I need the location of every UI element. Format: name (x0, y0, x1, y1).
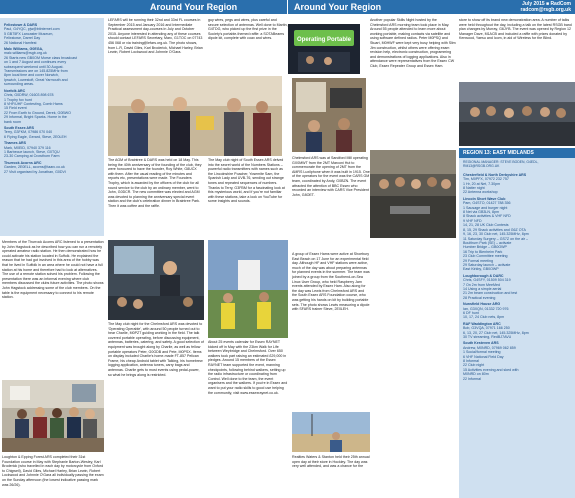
braintree-article: The AGM of Braintree & DARS was held on 18 May. This being the 40th anniversary of the founding of the club, they were honoured to have the founder, Roy White, G8UCX with them. After the usual reading of the minutes and reports etc, presentations were made. The Founders Trophy, which is awarded by the officers of the club for all round service to the club by an ordinary member, went to John, G0DCR. The new committee was elected and AGM was devoted to planning the anniversary special event station and the club's celebration dinner in Braintree Park. Then it was coffee and the raffle. (108, 158, 202, 208)
region-groups-club-detail: Ian, G3XQN, 01332 720 976 (463, 306, 509, 311)
region-club-list (459, 173, 575, 381)
store-image (459, 82, 575, 146)
operating-portable-image (288, 24, 360, 74)
region-groups-club-detail: 11 Saturday Surgery – GS7Z on the air – (463, 236, 529, 241)
thurrock-article: Members of the Thurrock Acorns ARC listened to a presentation by John Hagstock as he described how you can run a remotely operated amateur radio station. He then demonstrated how he could activate his station located in Suffolk. He explained the reason that he had got involved in this area of the hobby was that he lived in Suffolk in an area where he could not have a full station at his home and therefore had to look at alternatives. The use of a remote station solved his problem. Following the presentation there was an informal evening where club members discussed the clubs future activities. The photo shows John Hagstock addressing some of the club members. On the table is the equipment necessary to connect to his remote station. (2, 240, 104, 300)
sidebar_clubs-club-detail: 6 Flying Eagle, Gerard, Steve, 2E0LEH (4, 134, 67, 139)
skills-night-photo (370, 150, 456, 238)
sidebar_clubs-club-detail: 22 From Earth to Ground, Derek, G0BWO (4, 110, 71, 115)
region-groups-club-detail: 6 VHF National Field Day (463, 354, 504, 359)
column-5-top (459, 18, 575, 80)
region-groups-club-detail: 22 Antenna workshop (463, 190, 498, 195)
issue-date: July 2015 ■ RadCom (522, 1, 571, 7)
region-groups-club-detail: 29 Saturday launch – activate (463, 262, 511, 267)
waters-stanton-caption: Realties Waters & Stanton held their 25th annual open day at their store in Hockley. The day was very well attended, and was a chance for the (292, 455, 370, 469)
column-3-mid (208, 158, 288, 236)
sidebar_clubs-club-detail: 8 VHF/UHF Contesting, Comb Hams (4, 101, 63, 106)
region-groups-club-name: Lincoln Short Wave Club (463, 196, 506, 201)
sidebar_clubs-club-name: Thurrock Acorns ARC (4, 160, 42, 165)
sidebar_clubs-club-detail: Felixstowe, Darrel Day (4, 36, 41, 41)
region-groups-club-detail: 8, 15, 29 Shack activities and G6Z OTA (463, 227, 526, 232)
chelmsford-talk-photo (108, 240, 204, 320)
skills-night-image (370, 150, 456, 238)
numbers-stations-article: The May club night of South Essex ARS delved into the secret world of the Numbers Stations – powerful radio transmitters with names such as the Lincolnshire Poacher, Yosemite Sam, the Spanish Lady and UVB-76, sending out strange tones and repeated sequences of numbers. Thanks to Terry, G3FBM for a fascinating look at this mysterious world, and if you're not familiar with these stations, take a look on YouTube for some insights and sounds. (208, 158, 285, 204)
region-groups-club-detail: 8 Net via GB3LN, 8pm (463, 210, 499, 215)
skills-night-article: Another popular Skills Night hosted by the Chelmsford ARS morning team took place in May. Around 55 people attended to learn more about working portable, making contacts via satellite and using software defined radios. Peter M0PSQ and Stuart, M0HWF were kept very busy helping with Slim Jim construction, whilst others were offering exam revision help, electronic construction, programming and demonstrations of logging applications. Also in attendance were representatives from the Essex CW Club, Essex Repeater Group and Essex Ham. (370, 18, 456, 68)
chelmsford-gx0mwt-article: Chelmsford ARS was at Sandford Mill operating GX0MWT from the 2MT Marconi Hut to commemorate the opening of 2MT from the AMRS Luxilphone when it was built in 1915. One of the operators for the event was the CARS GM team, coordinated by Andy, G0BZN. The event attracted the attention of BBC Essex who recorded an interview with CARS Vice President John, G8OET. (292, 156, 370, 197)
braintree-agm-photo (108, 76, 282, 156)
region-groups-club-detail: East Kirkby, GB0OWP (463, 267, 499, 272)
sidebar_clubs-club-name: Malc Williams, G0EGA, (4, 47, 44, 52)
sidebar_clubs-club-name: Norfolk ARC (4, 88, 26, 93)
region-groups-club-detail: 21 2m beam construction and test (463, 291, 518, 296)
sidebar_clubs-club-name: Thames ARS (4, 141, 27, 146)
region-groups-club-detail: 23 Club Committee meeting (463, 254, 508, 259)
sidebar_clubs-club-detail: Garden, 2E0ELL, acorns@taarc.co.uk (4, 165, 65, 170)
region-groups-club-detail: 8 Shack activities & VHF NFD (463, 214, 511, 219)
open-day-article: store to show off its brand new demonstration area. A number of talks were held throughout the day, including a talk on the latest RSGB band plan changes by Murray, G6JYB. The event was opened by Region 12 Manager Dave, M1ACB and included a raffle with prizes donated by Kenwood, Yaesu and Icom, in aid of Wireless for the Blind. (459, 18, 572, 41)
braintree-agm-image (108, 76, 282, 156)
sidebar_clubs-club-name: South Essex ARS (4, 125, 35, 130)
page-header-right (288, 0, 575, 14)
classroom-photo (2, 380, 104, 452)
sidebar_clubs-club-detail: 23-30 Camping at Crowthorn Farm (4, 154, 60, 159)
region-groups-club-name: Loughborough & DARC (463, 273, 504, 278)
chelmsford-may-article: The May club night for the Chelmsford ARS was devoted to 'Operating Operable', with around 50 people turned out to hear Charlie, M0PZT guiding working in the field. The talk covered portable operating, before discussing equipment, antennas, batteries, catering, and safety. A good selection of equipment was brought along by Charlie, as well as fellow portable operators Peter, G0GDB and Pete, M0PSX. Items on display included Charlie's home-made FT-857 Pelican Frame, his cheap Android tablet with Talking, his homebrew logging application, antenna tuners, carry bags and antennas. Charlie gets to most events using pedal-power, so what he brings along is restricted. (108, 322, 204, 377)
region-groups-club-detail: 10, 17, 24 Club nets, 8pm (463, 315, 505, 320)
sidebar_clubs-club-detail: 8pm local time and cover Norwich, (4, 73, 59, 78)
raynet-walk-image (208, 240, 288, 338)
hut-station-photo (292, 78, 366, 152)
sidebar_clubs-club-detail: 29 Informal, Bright Sparks. Home in the (4, 115, 67, 120)
region-groups-club-detail: M0NRD on 80m (463, 372, 489, 377)
column-2-mid (108, 158, 204, 238)
region-groups-club-name: Chesterfield & North Derbyshire ARS (463, 172, 527, 177)
region-groups-club-detail: Bob, G3VQA, 07971 166 250 (463, 326, 510, 331)
region-groups-club-detail: 22 Informal (463, 376, 481, 381)
essex-hams-article: A group of Essex Hams were active at Shoebury East Beach on 17 June for an experimental field day. Although HF and VHF stations were active, much of the day was about preparing antennas for planned events in the summer. The team was joined by a group from the Southend-on-Sea Linux User Group, who held Raspberry Jam events attended by Essex Ham. Also along for the day was Lewis from Chelmsford ARS and the South Essex ARS Foundation course, who was getting his hands on kit by building portable sets. The photo shows Lewis measuring a dipole with SFARS trainer Steve, 2E0LEH. (292, 252, 370, 312)
loughton-caption: Loughton & Epping Forest ARS completed their 31st Foundation course in May with Stephanie Barton-Wesley, Karl Broderick (who travelled in each day by motorcycle from Oxford to Chigwell), David Giles, Michael Harley, Brian Lewin, Robert Lockwood and Johnnie O'Gara all individually passing the exam on the Sunday afternoon (the lowest indicative passing mark was 26/26). (2, 455, 104, 487)
sidebar_clubs-club-detail: bank room (4, 119, 21, 124)
operating-portable-photo (288, 24, 360, 74)
raynet-article: About 25 events calendar for Essex RAYNET kicked off in May with the 23km Walk for Life between Weybridge and Chelmsford. Over 650 walkers took part raising an estimated £29,000 in pledges. Around 15 members of the Essex RAYNET team supported the event, manning checkpoints, following behind walkers, setting up the radio infrastructure or coordinating from Control. Well done to the team, the event organisers and the walkers. If you're in Essex and want to put your radio skills to good use helping the community, visit www.essexraynet.co.uk. (208, 340, 288, 395)
sidebar_clubs-club-detail: 26 Starts new GB0OM Morse class broadcast (4, 55, 77, 60)
store-photo (459, 82, 575, 146)
raynet-walk-photo (208, 240, 288, 338)
column-4-top (370, 18, 456, 148)
page-title-left: Around Your Region (150, 2, 238, 12)
region-groups-club-name: RAF Waddington ARC (463, 321, 501, 326)
column-3-bottom (208, 340, 288, 498)
sidebar_clubs-club-detail: surrounding areas. (4, 82, 34, 87)
region-groups-club-detail: Chris, G4SFY, 01509 504 319 (463, 278, 511, 283)
lefars-article: LEFARS will be running their 32nd and 33rd FL courses in September 2015 and January 2016 and Intermediate Practical assessment day-courses in July and October 2015. Anyone interested in attending any of these courses should contact LEFARS Secretary, Marc, G1TOC on 07743 456 068 or via training@lefars.org.uk. The photo shows, from L-R, David Giles, Karl Broderick, Michael Harley, Brian Lewin, Robert Lockwood and Johnnie O'Gara. (108, 18, 203, 55)
issue-email: radcom@rsgb.org.uk (520, 7, 571, 13)
region-groups-club-detail: 6 DF hunt (463, 311, 479, 315)
region-manager: REGIONAL MANAGER: STEVE BODEN, G4EDL, RM13@RSGB.ORG.UK (463, 160, 539, 169)
sidebar_clubs-club-detail: 15 Field event (4, 106, 27, 111)
region-groups-club-detail: 16 Trip to Blenheim Park (463, 249, 503, 254)
sidebar_clubs-club-detail: subsequent weekend until 30 August. (4, 64, 64, 69)
hut-station-image (292, 78, 366, 152)
column-4-bottom (292, 252, 370, 410)
operating-portable-sign: Operating Portable (296, 37, 352, 43)
sidebar_clubs-club-detail: on 1 and 7 August and continues every (4, 60, 67, 65)
beach-image (292, 412, 370, 452)
region-groups-club-detail: Tim, M0PFX, 07972 232 757 (463, 177, 509, 182)
sidebar_clubs-club-detail: Terry, G3FKM, 07986 070 040 (4, 130, 53, 135)
page-header-left (0, 0, 287, 14)
region-groups-club-detail: 14, 21, 28 UK Club Contests (463, 223, 509, 228)
issue-info (521, 1, 571, 13)
sidebar_clubs-club-detail: 5 GB75FX Lancaster Museum, (4, 31, 54, 36)
region-groups-club-detail: Pam, G4STO, 01427 788 356 (463, 201, 511, 206)
sidebar_clubs-club-detail: 1 Trophy fox hunt (4, 97, 32, 102)
region-groups-club-detail: 22 Club night (463, 363, 485, 368)
region-groups-club-detail: 9, 16, 23, 30 Club net, 145.325MHz, 8pm (463, 232, 529, 237)
region-groups-club-name: Nunsfield House ARG (463, 302, 501, 307)
column-2-bottom (108, 322, 204, 498)
region-13-box (459, 148, 575, 498)
sidebar_clubs-club-name: Felixstowe & DARS (4, 23, 38, 27)
column-3-top (208, 18, 288, 74)
region-groups-club-detail: 9 VHF NFD (463, 218, 482, 223)
page-title-right: Around Your Region (294, 2, 382, 12)
sidebar_clubs-club-detail: 26 National Hamfest (4, 40, 37, 45)
sidebar_clubs-club-detail: 27 Visit organised by Jonathan, G0DVI (4, 169, 66, 174)
region-title: REGION 13: EAST MIDLANDS (459, 148, 575, 158)
club-listings-sidebar (0, 18, 104, 236)
region-groups-club-detail: Andrew, M0NRD, 07969 062 859 (463, 345, 516, 350)
sidebar_clubs-club-detail: Transmissions are on 145.825MHz from (4, 69, 68, 74)
chelmsford-talk-image (108, 240, 204, 320)
region-groups-club-detail: 1 Hr, 20 at Net, 7.30pm (463, 181, 501, 186)
column-2-top (108, 18, 204, 74)
region-groups-club-detail: 14 Using a simple aerial (463, 286, 502, 291)
region-groups-club-name: South Kesteven ARS (463, 341, 499, 346)
sidebar_clubs-club-detail: Paul, G4YQC, pjw@btinternet.com (4, 27, 60, 32)
region-groups-club-detail: 6, 13, 20, 27 Club net, 145.325MHz, 8pm (463, 330, 529, 335)
sidebar_clubs-club-detail: malc.williams@rsgb.org.uk (4, 51, 47, 56)
region-groups-club-detail: Boulthurn Park (SE) – activate (463, 240, 512, 245)
column-4-mid (292, 156, 370, 252)
region-groups-club-detail: 8 Informal (463, 359, 479, 364)
region-groups-club-detail: 7 On 2m from MeeMed (463, 282, 500, 287)
region-groups-club-detail: 1 Social/formal meeting (463, 350, 501, 355)
region-groups-club-detail: 28 Practical evening (463, 295, 496, 300)
region-groups-club-detail: 8 Natter night (463, 186, 485, 191)
region-groups-club-detail: 29 Formal meeting (463, 258, 493, 263)
region-groups-club-detail: 15 Activities evening and sked with (463, 367, 519, 372)
beach-photo (292, 412, 370, 452)
region-groups-club-detail: 30 TV streaming, RedBJ7AVU (463, 335, 512, 340)
classroom-photo-image (2, 380, 104, 452)
sidebar_clubs-club-detail: 1 Barbecue launch, Steve, G0TQU (4, 149, 60, 154)
region-groups-club-detail: 1 Sausage and burger night (463, 205, 508, 210)
region-groups-club-detail: Humber Bridge – GB0OWP (463, 245, 507, 250)
raffle-article: guy wires, pegs and wires, plus careful and secure selection of antennas. Well done to Martin, G4TDG, who picked up the first prize in the Society's portable-themed raffle: a SOTABeams dipole kit, complete with coax and wires. (208, 18, 288, 41)
column-1-article (2, 240, 104, 378)
sidebar_clubs-club-detail: Ipswich, Lowestoft, Great Yarmouth and (4, 77, 68, 82)
sidebar_clubs-club-detail: Mark, M0EID, 07940 379 116 (4, 145, 51, 150)
sidebar_clubs-club-detail: Chris, G0DRW, 01603 898 678 (4, 93, 54, 98)
